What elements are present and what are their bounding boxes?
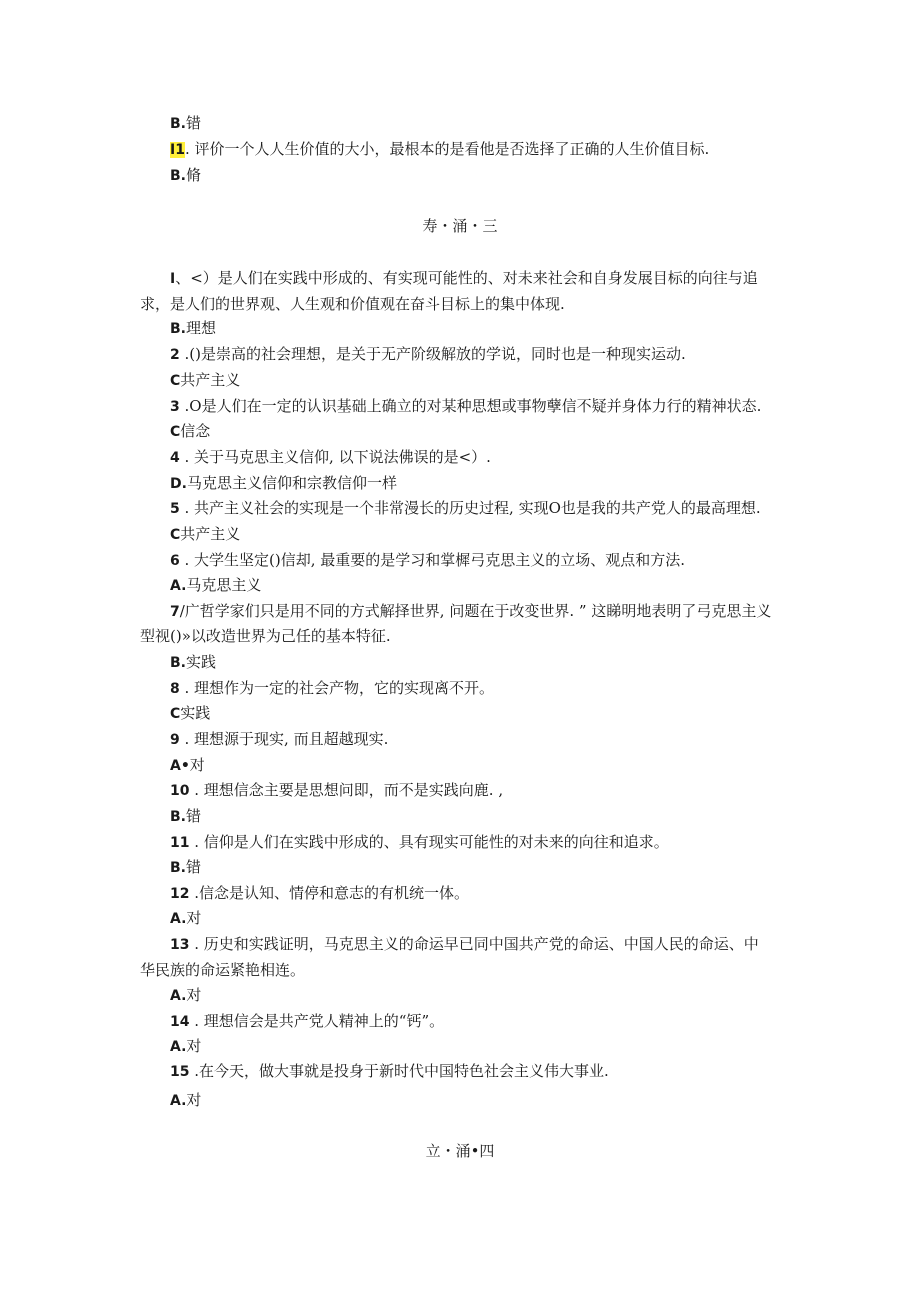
answer-line xyxy=(170,165,201,186)
question-continuation: 求，是人们的世界观、人生观和价值观在奋斗目标上的集中体现. xyxy=(140,295,565,313)
answer-text: 对 xyxy=(189,756,205,774)
question-text: . 大学生坚定()信却, 最重要的是学习和掌樨弓克思主义的立场、观点和方法. xyxy=(179,551,686,569)
question-number: I xyxy=(170,271,176,287)
answer-line xyxy=(170,113,201,134)
answer-label: C xyxy=(170,373,181,389)
question-line xyxy=(170,498,761,519)
answer-text: 脩 xyxy=(186,166,202,184)
answer-label: A. xyxy=(170,1093,187,1109)
question-line xyxy=(170,1061,609,1082)
question-line xyxy=(170,601,771,622)
answer-label: A• xyxy=(170,758,190,774)
section-heading: 寿・涌・三 xyxy=(422,217,498,235)
answer-text: 对 xyxy=(186,1037,202,1055)
answer-text: 马克思主义 xyxy=(186,576,262,594)
answer-label: C xyxy=(170,424,181,440)
question-text: . 理想信念主要是思想问即，而不是实践向鹿. , xyxy=(189,781,504,799)
question-line xyxy=(170,344,686,365)
answer-line xyxy=(170,806,201,827)
question-text: .O是人们在一定的认识基础上确立的对某种思想或事物孽信不疑并身体力行的精神状态. xyxy=(179,397,762,415)
answer-text: 错 xyxy=(186,807,202,825)
question-continuation: 型视()»以改造世界为己任的基本特征. xyxy=(140,627,391,645)
answer-label: B. xyxy=(170,321,186,337)
answer-text: 理想 xyxy=(186,319,217,337)
question-text: . 理想源于现实, 而且超越现实. xyxy=(179,730,389,748)
answer-line xyxy=(170,421,210,442)
answer-line xyxy=(170,857,201,878)
question-number: 5 xyxy=(170,501,180,517)
question-text: . 共产主义社会的实现是一个非常漫长的历史过程, 实现O也是我的共产党人的最高理想. xyxy=(179,499,761,517)
answer-text: 错 xyxy=(186,858,202,876)
question-line xyxy=(170,1011,444,1032)
question-number: 8 xyxy=(170,681,180,697)
question-line xyxy=(170,550,685,571)
question-line xyxy=(170,780,503,801)
answer-label: A. xyxy=(170,1039,187,1055)
question-line xyxy=(170,268,758,289)
answer-text: 马克思主义信仰和宗教信仰一样 xyxy=(186,474,397,492)
answer-line xyxy=(170,524,240,545)
question-line xyxy=(170,139,709,160)
question-number: 9 xyxy=(170,732,180,748)
answer-text: 共产主义 xyxy=(180,525,241,543)
answer-label: B. xyxy=(170,168,186,184)
question-text: . 信仰是人们在实践中形成的、具有现实可能性的对未来的向往和追求。 xyxy=(189,833,669,851)
question-number: 7 xyxy=(170,604,180,620)
question-line xyxy=(170,934,759,955)
answer-line xyxy=(170,473,397,494)
answer-line xyxy=(170,755,205,776)
question-text: .()是崇高的社会理想，是关于无产阶级解放的学说，同时也是一种现实运动. xyxy=(179,345,686,363)
question-number: 2 xyxy=(170,347,180,363)
answer-text: 实践 xyxy=(186,653,217,671)
answer-label: B. xyxy=(170,116,186,132)
question-line xyxy=(170,447,491,468)
answer-line xyxy=(170,985,201,1006)
answer-text: 错 xyxy=(186,114,202,132)
answer-label: A. xyxy=(170,988,187,1004)
question-continuation: 华民族的命运紧艳相连。 xyxy=(140,961,306,979)
answer-text: 实践 xyxy=(180,704,211,722)
question-text: .在今天，做大事就是投身于新时代中国特色社会主义伟大事业. xyxy=(189,1062,609,1080)
question-text: .信念是认知、情停和意志的有机统一体。 xyxy=(189,884,470,902)
question-number: 13 xyxy=(170,937,190,953)
answer-text: 信念 xyxy=(180,422,211,440)
question-text: . 理想信会是共产党人精神上的“钙”。 xyxy=(189,1012,445,1030)
answer-line xyxy=(170,318,216,339)
answer-label: C xyxy=(170,706,181,722)
answer-label: A. xyxy=(170,911,187,927)
question-line xyxy=(170,832,669,853)
question-number: 11 xyxy=(170,835,190,851)
answer-label: B. xyxy=(170,860,186,876)
question-line xyxy=(170,678,494,699)
answer-label: B. xyxy=(170,809,186,825)
question-text: . 关于马克思主义信仰, 以下说法佛误的是<）. xyxy=(179,448,491,466)
question-number: 3 xyxy=(170,399,180,415)
answer-line xyxy=(170,370,240,391)
answer-label: B. xyxy=(170,655,186,671)
question-number: I1 xyxy=(170,142,185,158)
question-text: /广哲学家们只是用不同的方式解择世界, 问题在于改变世界. ” 这睇明地表明了弓克思主义 xyxy=(179,602,772,620)
question-text: . 理想作为一定的社会产物，它的实现离不开。 xyxy=(179,679,495,697)
answer-line xyxy=(170,908,201,929)
answer-line xyxy=(170,1090,201,1111)
question-line xyxy=(170,396,761,417)
answer-label: C xyxy=(170,527,181,543)
answer-line xyxy=(170,652,216,673)
answer-label: A. xyxy=(170,578,187,594)
answer-text: 对 xyxy=(186,909,202,927)
question-text: . 评价一个人人生价值的大小，最根本的是看他是否选择了正确的人生价值目标. xyxy=(184,140,710,158)
answer-label: D. xyxy=(170,476,187,492)
question-number: 6 xyxy=(170,553,180,569)
answer-line xyxy=(170,1036,201,1057)
question-number: 12 xyxy=(170,886,190,902)
question-text: . 历史和实践证明，马克思主义的命运早已同中国共产党的命运、中国人民的命运、中 xyxy=(189,935,759,953)
question-number: 4 xyxy=(170,450,180,466)
answer-text: 对 xyxy=(186,1091,202,1109)
section-heading: 立・涌•四 xyxy=(425,1142,495,1160)
question-number: 15 xyxy=(170,1064,190,1080)
question-line xyxy=(170,883,469,904)
question-line xyxy=(170,729,388,750)
question-number: 10 xyxy=(170,783,190,799)
question-text: 、<）是人们在实践中形成的、有实现可能性的、对未来社会和自身发展目标的向往与追 xyxy=(175,269,758,287)
answer-text: 对 xyxy=(186,986,202,1004)
answer-line xyxy=(170,575,261,596)
answer-text: 共产主义 xyxy=(180,371,241,389)
question-number: 14 xyxy=(170,1014,190,1030)
answer-line xyxy=(170,703,210,724)
